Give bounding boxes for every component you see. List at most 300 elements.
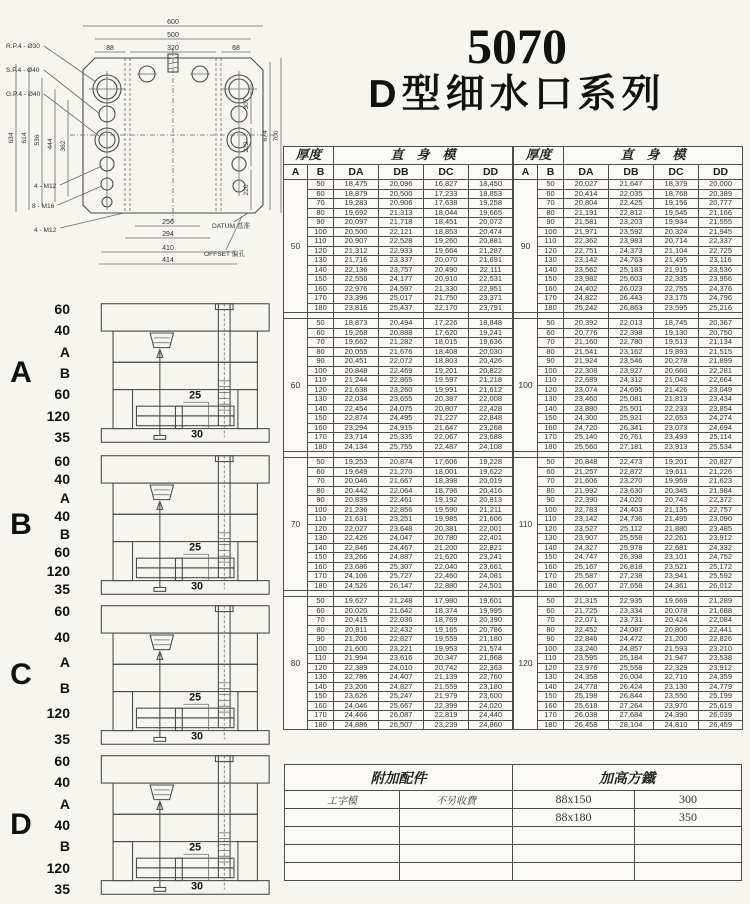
guide-pin [215,456,233,590]
dim-value: 23,983 [609,237,654,247]
dim-value: 22,681 [654,543,699,553]
thickness-b-value: 90 [538,496,564,506]
thickness-b-value: 180 [538,581,564,591]
col-header-dc: DC [654,165,699,180]
table-row [284,515,513,525]
dim-value: 22,013 [609,319,654,329]
dim-68: 68 [232,45,240,52]
dim-value: 22,372 [699,496,743,506]
dim-value: 19,636 [469,338,513,348]
dim-value: 23,268 [469,423,513,433]
empty-cell [285,845,400,863]
diagram-letter: A [10,356,32,389]
dim-value: 27,238 [609,572,654,582]
dim-value: 21,191 [564,208,609,218]
dim-value: 24,020 [469,701,513,711]
dim-value: 21,600 [334,644,379,654]
dim-value: 24,376 [699,284,743,294]
dim-value: 25,618 [564,701,609,711]
dim-value: 20,881 [469,237,513,247]
dim-88: 88 [106,45,114,52]
table-row [284,404,513,414]
thickness-a-value: 80 [284,597,308,730]
dim-value: 22,040 [424,562,469,572]
table-row [514,338,743,348]
table-row [514,486,743,496]
dim-value: 21,947 [654,654,699,664]
thickness-b-value: 150 [308,692,334,702]
dim-value: 25,247 [379,692,424,702]
dim-value: 20,424 [654,616,699,626]
dim-value: 22,036 [379,616,424,626]
table-row [284,347,513,357]
accessories-row [285,845,742,863]
ejector-base-plate [136,718,234,728]
dim-value: 19,953 [424,644,469,654]
dim-value: 18,879 [334,189,379,199]
dim-value: 25,199 [699,692,743,702]
thickness-b-value: 170 [538,572,564,582]
thickness-b-value: 80 [308,208,334,218]
diagram-letter: D [10,808,32,841]
dim-value: 22,469 [379,366,424,376]
dimension-label: 35 [54,580,70,597]
dim-value: 18,769 [424,616,469,626]
dim-value: 21,899 [699,357,743,367]
table-row [514,208,743,218]
table-row [514,692,743,702]
dim-222: 222 [243,141,250,153]
dim-value: 19,601 [469,597,513,607]
dim-value: 21,725 [564,606,609,616]
dim-value: 22,751 [564,246,609,256]
table-row [284,477,513,487]
dim-value: 23,907 [564,534,609,544]
table-row [284,423,513,433]
dim-value: 21,282 [379,338,424,348]
table-row [514,616,743,626]
dim-value: 18,796 [424,486,469,496]
table-row [284,534,513,544]
dim-value: 19,253 [334,458,379,468]
dim-value: 22,827 [379,635,424,645]
thickness-b-value: 160 [538,701,564,711]
dimension-label: B [59,364,70,381]
dim-value: 24,106 [334,572,379,582]
series-title: D型细水口系列 [368,73,666,116]
bottom-clamp-plate [101,581,269,595]
dim-value: 22,461 [379,496,424,506]
dim-value: 22,121 [379,227,424,237]
table-row [284,553,513,563]
dim-value: 24,495 [379,414,424,424]
dim-value: 20,811 [334,625,379,635]
dim-value: 23,270 [609,477,654,487]
thickness-b-value: 120 [308,246,334,256]
thickness-b-value: 160 [308,562,334,572]
thickness-b-value: 60 [308,467,334,477]
dim-value: 25,081 [609,395,654,405]
table-row [284,496,513,506]
dim-value: 21,139 [424,673,469,683]
dim-value: 21,218 [469,376,513,386]
table-row [514,467,743,477]
dim-value: 20,822 [469,366,513,376]
dim-value: 19,192 [424,496,469,506]
dim-value: 25,216 [699,303,743,313]
table-row [284,625,513,635]
dim-value: 20,874 [379,458,424,468]
dim-value: 26,424 [609,682,654,692]
dim-value: 23,074 [564,385,609,395]
dim-30: 30 [191,880,204,893]
dim-value: 20,807 [424,404,469,414]
dim-value: 19,130 [654,328,699,338]
table-row [514,366,743,376]
thickness-b-value: 150 [308,275,334,285]
table-row [284,357,513,367]
dim-value: 22,398 [609,328,654,338]
dim-value: 23,485 [699,524,743,534]
dim-value: 20,027 [564,180,609,190]
dim-value: 21,676 [379,347,424,357]
dimension-stack [36,302,74,444]
dim-value: 22,874 [334,414,379,424]
empty-cell [400,809,513,827]
thickness-a-value: 50 [284,180,308,313]
dimension-label: 40 [54,628,70,645]
dim-value: 22,846 [334,543,379,553]
dim-value: 22,401 [469,534,513,544]
thickness-b-value: 100 [538,366,564,376]
dim-value: 23,956 [699,275,743,285]
dim-value: 24,402 [564,284,609,294]
dim-value: 26,007 [564,581,609,591]
sprue-bushing [150,333,173,348]
dim-value: 22,071 [564,616,609,626]
dim-value: 19,934 [654,218,699,228]
thickness-b-value: 140 [308,543,334,553]
table-row [284,328,513,338]
dim-value: 20,381 [424,524,469,534]
dim-value: 20,451 [334,357,379,367]
dimension-label: 60 [54,301,70,317]
bottom-clamp-plate [101,881,269,895]
dim-value: 22,389 [334,663,379,673]
dim-value: 22,531 [469,275,513,285]
dim-value: 23,294 [334,423,379,433]
table-row [284,644,513,654]
table-row [514,265,743,275]
top-clamp-plate [101,606,269,633]
thickness-b-value: 70 [538,338,564,348]
dim-value: 24,274 [699,414,743,424]
table-row [284,294,513,304]
table-row [514,303,743,313]
thickness-b-value: 50 [308,597,334,607]
thickness-b-value: 170 [538,711,564,721]
dim-value: 24,736 [609,515,654,525]
ejector-base-plate [136,416,234,426]
dim-value: 22,067 [424,433,469,443]
table-row [284,414,513,424]
col-header-dd: DD [699,165,743,180]
thickness-b-value: 70 [308,338,334,348]
dim-value: 23,239 [424,720,469,730]
thickness-b-value: 110 [308,376,334,386]
dim-value: 26,818 [609,562,654,572]
dim-value: 19,156 [654,199,699,209]
dim-value: 24,390 [654,711,699,721]
dim-500: 500 [167,32,179,39]
dim-value: 23,757 [379,265,424,275]
table-row [284,303,513,313]
dim-value: 18,853 [424,227,469,237]
table-row [514,328,743,338]
dim-value: 23,527 [564,524,609,534]
empty-cell [285,809,400,827]
dim-value: 21,236 [334,505,379,515]
page-title [292,20,742,118]
dim-value: 22,454 [334,404,379,414]
dim-value: 26,458 [564,720,609,730]
dim-value: 19,590 [424,505,469,515]
thickness-b-value: 130 [538,673,564,683]
table-row [514,180,743,190]
dim-value: 20,777 [699,199,743,209]
table-row [514,227,743,237]
dim-value: 22,027 [334,524,379,534]
table-row [284,218,513,228]
dim-value: 23,337 [379,256,424,266]
diagram-letter: C [10,658,32,691]
dim-value: 25,727 [379,572,424,582]
dim-value: 24,407 [379,673,424,683]
callouts [6,43,250,258]
dim-value: 21,135 [654,505,699,515]
dim-value: 21,043 [654,376,699,386]
col-header-a: A [514,165,538,180]
dimension-stack [36,454,74,596]
thickness-b-value: 130 [538,256,564,266]
thickness-b-value: 180 [538,303,564,313]
dim-value: 20,072 [469,218,513,228]
accessories-row [285,863,742,881]
mold-section-svg [74,451,274,599]
dim-value: 25,140 [564,433,609,443]
label-datum: DATUM 基准 [212,223,250,230]
dim-value: 26,087 [379,711,424,721]
dim-value: 24,327 [564,543,609,553]
dim-value: 24,358 [564,673,609,683]
dim-value: 23,791 [469,303,513,313]
thickness-b-value: 80 [308,486,334,496]
dim-value: 24,886 [334,720,379,730]
dim-value: 23,854 [699,404,743,414]
dimension-label: 60 [54,386,70,403]
dim-value: 22,725 [699,246,743,256]
thickness-b-value: 170 [308,433,334,443]
thickness-b-value: 150 [538,275,564,285]
table-row [284,246,513,256]
dim-value: 24,047 [379,534,424,544]
dim-value: 23,493 [654,433,699,443]
dim-value: 19,597 [424,376,469,386]
dim-value: 23,546 [609,357,654,367]
table-row [514,218,743,228]
col-header-dd: DD [469,165,513,180]
dim-value: 22,337 [699,237,743,247]
dim-value: 21,581 [564,218,609,228]
dim-25: 25 [189,541,202,554]
dim-value: 22,170 [424,303,469,313]
label-gp: G.P.4 - Ø40 [6,91,41,98]
dim-value: 24,087 [609,625,654,635]
dim-value: 22,786 [334,673,379,683]
dimension-label: A [59,489,70,506]
dim-value: 20,426 [469,357,513,367]
dim-value: 25,560 [564,442,609,452]
dim-value: 25,172 [699,562,743,572]
col-header-db: DB [609,165,654,180]
ejector-retainer-plate [136,858,234,868]
dim-value: 19,991 [424,385,469,395]
dim-value: 23,630 [609,486,654,496]
diagram-letter: B [10,508,32,541]
dim-value: 22,399 [424,701,469,711]
dim-256: 256 [162,219,174,226]
table-row [284,635,513,645]
ejector-base-plate [136,868,234,878]
dim-614: 614 [21,132,28,144]
thickness-b-value: 120 [308,385,334,395]
dim-value: 18,803 [424,357,469,367]
accessories-row [285,791,742,809]
dim-value: 23,912 [699,663,743,673]
thickness-b-value: 130 [308,534,334,544]
accessories-cell: 不另收費 [400,791,513,809]
table-row [284,654,513,664]
thickness-b-value: 160 [538,284,564,294]
dim-value: 20,714 [654,237,699,247]
dim-value: 22,951 [469,284,513,294]
dim-value: 22,760 [469,673,513,683]
dim-value: 24,827 [379,682,424,692]
dim-value: 20,414 [564,189,609,199]
dim-value: 21,612 [469,385,513,395]
thickness-b-value: 170 [308,294,334,304]
dim-value: 21,515 [699,347,743,357]
dim-value: 24,597 [379,284,424,294]
dim-value: 23,616 [379,654,424,664]
thickness-b-value: 120 [538,385,564,395]
plate-engineering-drawing [4,14,286,306]
label-4m12-a: 4 - M12 [34,183,57,190]
dim-value: 26,863 [609,303,654,313]
dim-value: 23,595 [654,303,699,313]
table-row [284,701,513,711]
dim-value: 25,755 [379,442,424,452]
dim-value: 22,755 [654,284,699,294]
dim-value: 23,049 [699,385,743,395]
dim-value: 21,166 [699,208,743,218]
dim-value: 22,780 [609,338,654,348]
table-row [284,366,513,376]
col-header-b: B [308,165,334,180]
dim-value: 20,906 [379,199,424,209]
dim-value: 22,821 [469,543,513,553]
table-row [514,275,743,285]
thickness-b-value: 90 [538,357,564,367]
dim-value: 23,927 [609,366,654,376]
table-row [514,395,743,405]
thickness-b-value: 140 [538,682,564,692]
dim-value: 19,260 [424,237,469,247]
dim-value: 21,647 [424,423,469,433]
thickness-b-value: 50 [538,180,564,190]
dim-value: 25,921 [609,414,654,424]
dim-value: 21,606 [469,515,513,525]
dim-value: 17,980 [424,597,469,607]
table-row [514,553,743,563]
dim-value: 23,101 [654,553,699,563]
spacer-right [238,692,258,731]
dim-value: 18,873 [334,319,379,329]
dim-value: 20,278 [654,357,699,367]
dim-value: 22,473 [609,458,654,468]
thickness-b-value: 50 [308,458,334,468]
table-row [284,265,513,275]
dim-value: 24,466 [334,711,379,721]
dim-value: 23,880 [564,404,609,414]
dim-value: 23,941 [654,572,699,582]
dim-value: 24,467 [379,543,424,553]
thickness-b-value: 110 [538,376,564,386]
table-row [514,543,743,553]
dim-value: 21,813 [654,395,699,405]
dim-value: 22,783 [564,505,609,515]
thickness-b-value: 100 [308,644,334,654]
thickness-b-value: 80 [308,625,334,635]
dim-value: 20,030 [469,347,513,357]
dim-value: 24,177 [379,275,424,285]
dim-value: 20,078 [654,606,699,616]
table-row [514,720,743,730]
table-row [514,534,743,544]
col-header-dc: DC [424,165,469,180]
dim-value: 20,442 [334,486,379,496]
thickness-b-value: 50 [538,458,564,468]
dim-value: 18,451 [424,218,469,228]
table-row [514,606,743,616]
dim-value: 20,020 [334,606,379,616]
dim-value: 23,206 [334,682,379,692]
dim-value: 24,361 [654,581,699,591]
dim-value: 19,649 [334,467,379,477]
dim-value: 24,134 [334,442,379,452]
dim-value: 25,978 [609,543,654,553]
table-row [284,275,513,285]
dim-value: 23,661 [469,562,513,572]
dim-value: 19,545 [654,208,699,218]
dim-value: 23,731 [609,616,654,626]
bottom-clamp-plate [101,429,269,443]
b-plate [113,514,257,541]
dim-value: 21,968 [469,654,513,664]
dim-value: 21,647 [609,180,654,190]
dim-value: 20,097 [334,218,379,228]
dim-25: 25 [189,841,202,854]
